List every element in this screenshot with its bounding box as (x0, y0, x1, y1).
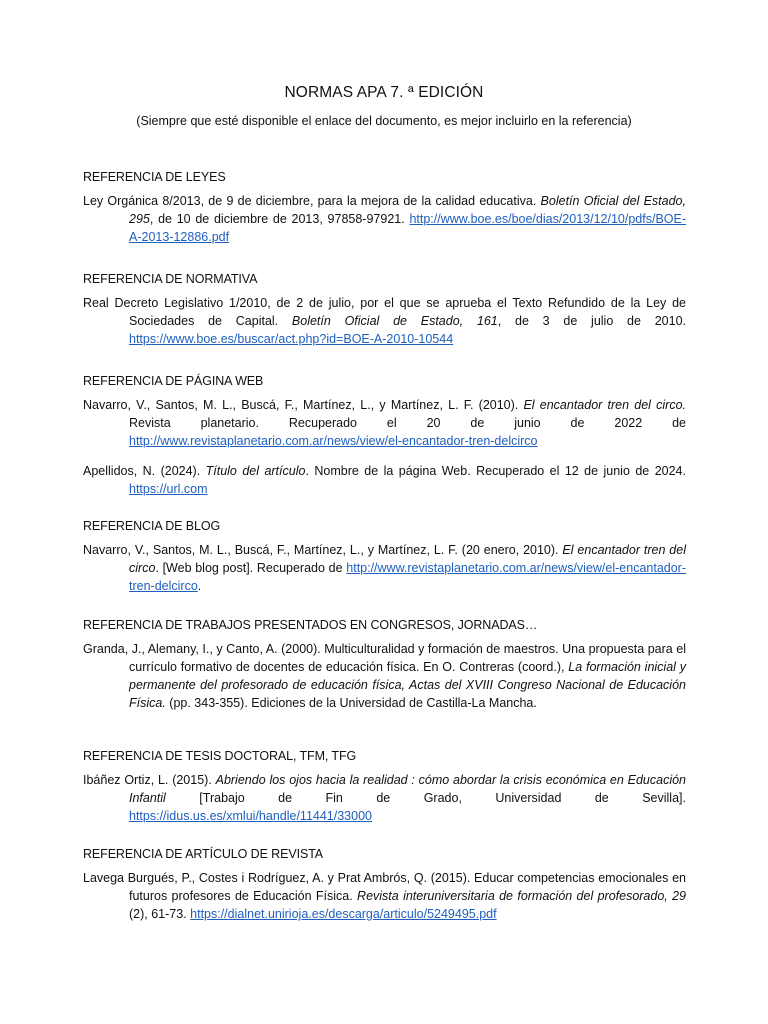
ref-italic: La formación inicial y permanente del profesorado de educación física, Actas del XVIII Congreso Nacional de Educación Física. (129, 660, 686, 710)
section-congresos (83, 618, 686, 724)
section-heading: REFERENCIA DE PÁGINA WEB (83, 374, 264, 388)
section-heading: REFERENCIA DE LEYES (83, 170, 226, 184)
section-normativa (83, 272, 686, 360)
ref-text: [Trabajo de Fin de Grado, Universidad de Sevilla]. (165, 791, 686, 805)
ref-text: . Nombre de la página Web. Recuperado el 12 de junio de 2024. (305, 464, 686, 478)
reference-entry (83, 294, 686, 348)
section-pagina-web (83, 374, 686, 510)
reference-link[interactable]: http://www.revistaplanetario.com.ar/news/view/el-encantador-tren-delcirco (129, 434, 538, 448)
ref-text: Apellidos, N. (2024). (83, 464, 206, 478)
section-heading: REFERENCIA DE TRABAJOS PRESENTADOS EN CONGRESOS, JORNADAS… (83, 618, 538, 632)
ref-text: , de 10 de diciembre de 2013, 97858-97921. (149, 212, 410, 226)
reference-entry (83, 640, 686, 712)
ref-text: Real Decreto Legislativo 1/2010, de 2 de julio, por el que se aprueba el Texto Refundido de la Ley de Sociedades de Capital. (83, 296, 686, 328)
reference-link[interactable]: https://url.com (129, 482, 208, 496)
page-title: NORMAS APA 7. ª EDICIÓN (284, 84, 484, 101)
section-tesis (83, 749, 686, 837)
section-heading: REFERENCIA DE ARTÍCULO DE REVISTA (83, 847, 324, 861)
reference-link[interactable]: http://www.revistaplanetario.com.ar/news/view/el-encantador-tren-delcirco (129, 561, 686, 593)
ref-italic: Revista interuniversitaria de formación del profesorado, 29 (357, 889, 686, 903)
ref-italic: El encantador tren del circo (129, 543, 686, 575)
ref-text: (2), 61-73. (129, 907, 191, 921)
ref-italic: Boletín Oficial del Estado, 295 (129, 194, 686, 226)
ref-text: (pp. 343-355). Ediciones de la Universidad de Castilla-La Mancha. (165, 696, 537, 710)
reference-entry (83, 541, 686, 595)
reference-link[interactable]: https://idus.us.es/xmlui/handle/11441/33000 (129, 809, 372, 823)
reference-entry (83, 192, 686, 246)
section-leyes (83, 170, 686, 258)
section-heading: REFERENCIA DE TESIS DOCTORAL, TFM, TFG (83, 749, 357, 763)
section-heading: REFERENCIA DE NORMATIVA (83, 272, 258, 286)
ref-italic: El encantador tren del circo. (523, 398, 686, 412)
ref-italic: Título del artículo (205, 464, 306, 478)
page-subtitle: (Siempre que esté disponible el enlace del documento, es mejor incluirlo en la referencia) (136, 114, 632, 128)
section-heading: REFERENCIA DE BLOG (83, 519, 221, 533)
reference-link[interactable]: https://dialnet.unirioja.es/descarga/articulo/5249495.pdf (190, 907, 497, 921)
ref-text: Navarro, V., Santos, M. L., Buscá, F., Martínez, L., y Martínez, L. F. (2010). (83, 398, 524, 412)
ref-text: Revista planetario. Recuperado el 20 de junio de 2022 de (129, 416, 686, 430)
reference-entry (83, 869, 686, 923)
ref-text: Navarro, V., Santos, M. L., Buscá, F., Martínez, L., y Martínez, L. F. (20 enero, 2010). (83, 543, 563, 557)
reference-entry (83, 396, 686, 450)
ref-text: Lavega Burgués, P., Costes i Rodríguez, A. y Prat Ambrós, Q. (2015). Educar competencias emocionales en futuros profesores de Educación Física. (83, 871, 686, 903)
reference-link[interactable]: https://www.boe.es/buscar/act.php?id=BOE-A-2010-10544 (129, 332, 454, 346)
section-articulo-revista (83, 847, 686, 935)
ref-text: , de 3 de julio de 2010. (497, 314, 687, 328)
reference-link[interactable]: http://www.boe.es/boe/dias/2013/12/10/pdfs/BOE-A-2013-12886.pdf (129, 212, 686, 244)
ref-text: Granda, J., Alemany, I., y Canto, A. (2000). Multiculturalidad y formación de maestros. Una propuesta para el currículo formativo de docentes de educación física. En O. Contreras (coord.), (83, 642, 686, 674)
ref-text: . (197, 579, 202, 593)
section-blog (83, 519, 686, 607)
ref-italic: Boletín Oficial de Estado, 161 (291, 314, 498, 328)
ref-text: . [Web blog post]. Recuperado de (155, 561, 347, 575)
ref-text: Ley Orgánica 8/2013, de 9 de diciembre, para la mejora de la calidad educativa. (83, 194, 541, 208)
ref-text: Ibáñez Ortiz, L. (2015). (83, 773, 216, 787)
reference-entry (83, 771, 686, 825)
reference-entry (83, 462, 686, 498)
ref-italic: Abriendo los ojos hacia la realidad : cómo abordar la crisis económica en Educación Infantil (129, 773, 687, 805)
